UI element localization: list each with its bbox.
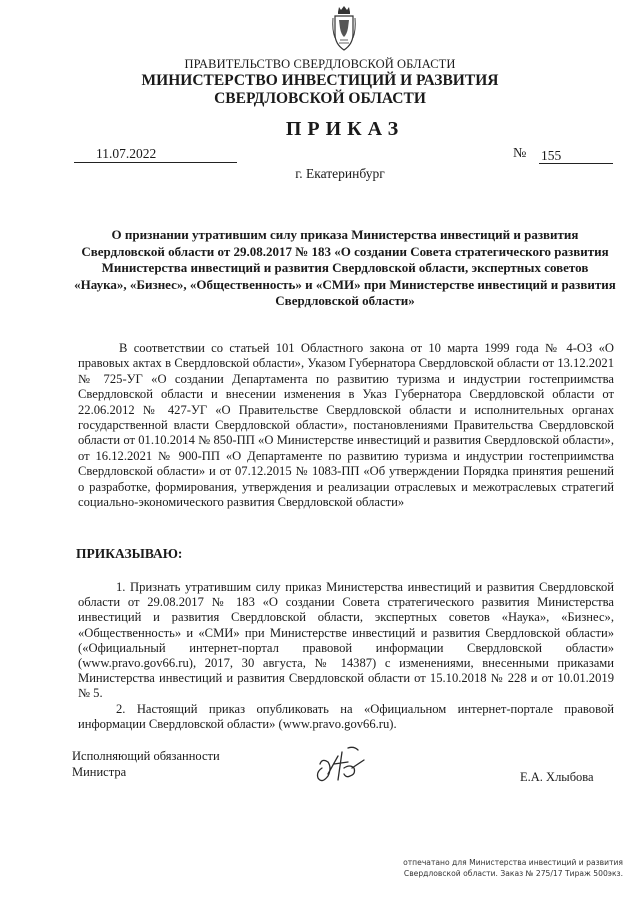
order-title: О признании утратившим силу приказа Министерства инвестиций и развития Свердловской области от 29.08.2017 № 183 «О создании Совета стратегического развития Министерства инвестиций и развития Свердловской области, экспертных советов «Наука», «Бизнес», «Общественность» и «СМИ» при Министерстве инвестиций и развития Свердловской области» — [74, 227, 616, 308]
footer-line2: Свердловской области. Заказ № 275/17 Тираж 500экз. — [403, 869, 623, 878]
government-name: ПРАВИТЕЛЬСТВО СВЕРДЛОВСКОЙ ОБЛАСТИ — [184, 57, 456, 71]
order-date: 11.07.2022 — [96, 146, 157, 161]
order-city: г. Екатеринбург — [295, 166, 385, 181]
order-number: 155 — [541, 148, 562, 163]
ministry-name-line1: МИНИСТЕРСТВО ИНВЕСТИЦИЙ И РАЗВИТИЯ — [141, 72, 499, 89]
orders-heading: ПРИКАЗЫВАЮ: — [76, 546, 183, 561]
order-items — [78, 580, 614, 732]
signatory-position-line2: Министра — [72, 765, 127, 779]
ministry-name-line2: СВЕРДЛОВСКОЙ ОБЛАСТИ — [214, 90, 426, 107]
date-underline — [74, 162, 237, 163]
number-underline — [539, 163, 613, 164]
preamble-paragraph: В соответствии со статьей 101 Областного закона от 10 марта 1999 года № 4-ОЗ «О правовых актах в Свердловской области», Указом Губернатора Свердловской области от 13.12.2021 № 725-УГ «О создании Департамента по развитию туризма и индустрии гостеприимства Свердловской области и внесении изменения в Указ Губернатора Свердловской области от 22.06.2012 № 427-УГ «О Правительстве Свердловской области и исполнительных органах государственной власти Свердловской области», постановлениями Правительства Свердловской области от 01.10.2014 № 850-ПП «О Министерстве инвестиций и развития Свердловской области», от 16.12.2021 № 900-ПП «О Департаменте по развитию туризма и индустрии гостеприимства Свердловской области» и от 07.12.2015 № 1083-ПП «Об утверждении Порядка принятия решений о разработке, формирования, утверждения и реализации отраслевых и межотраслевых стратегий социально-экономического развития Свердловской области» — [78, 341, 614, 510]
footer-line1: отпечатано для Министерства инвестиций и развития — [403, 858, 623, 867]
signatory-name: Е.А. Хлыбова — [520, 770, 594, 784]
handwritten-signature-icon — [308, 738, 376, 798]
document-type-heading: ПРИКАЗ — [285, 118, 405, 140]
coat-of-arms-icon — [331, 4, 357, 54]
order-item-2: 2. Настоящий приказ опубликовать на «Официальном интернет-портале правовой информации Свердловской области» (www.pravo.gov66.ru). — [78, 701, 614, 731]
order-number-sign: № — [513, 146, 527, 161]
order-item-1: 1. Признать утратившим силу приказ Министерства инвестиций и развития Свердловской области от 29.08.2017 № 183 «О создании Совета стратегического развития Министерства инвестиций и развития Свердловской области, экспертных советов «Наука», «Бизнес», «Общественность» и «СМИ» при Министерстве инвестиций и развития Свердловской области» («Официальный интернет-портал правовой информации Свердловской области» (www.pravo.gov66.ru), 2017, 30 августа, № 14387) с изменениями, внесенными приказами Министерства инвестиций и развития Свердловской области от 15.10.2018 № 228 и от 10.01.2019 № 5. — [78, 580, 614, 701]
signatory-position-line1: Исполняющий обязанности — [72, 749, 220, 763]
signatory-position — [72, 748, 220, 780]
print-footer — [403, 857, 623, 879]
